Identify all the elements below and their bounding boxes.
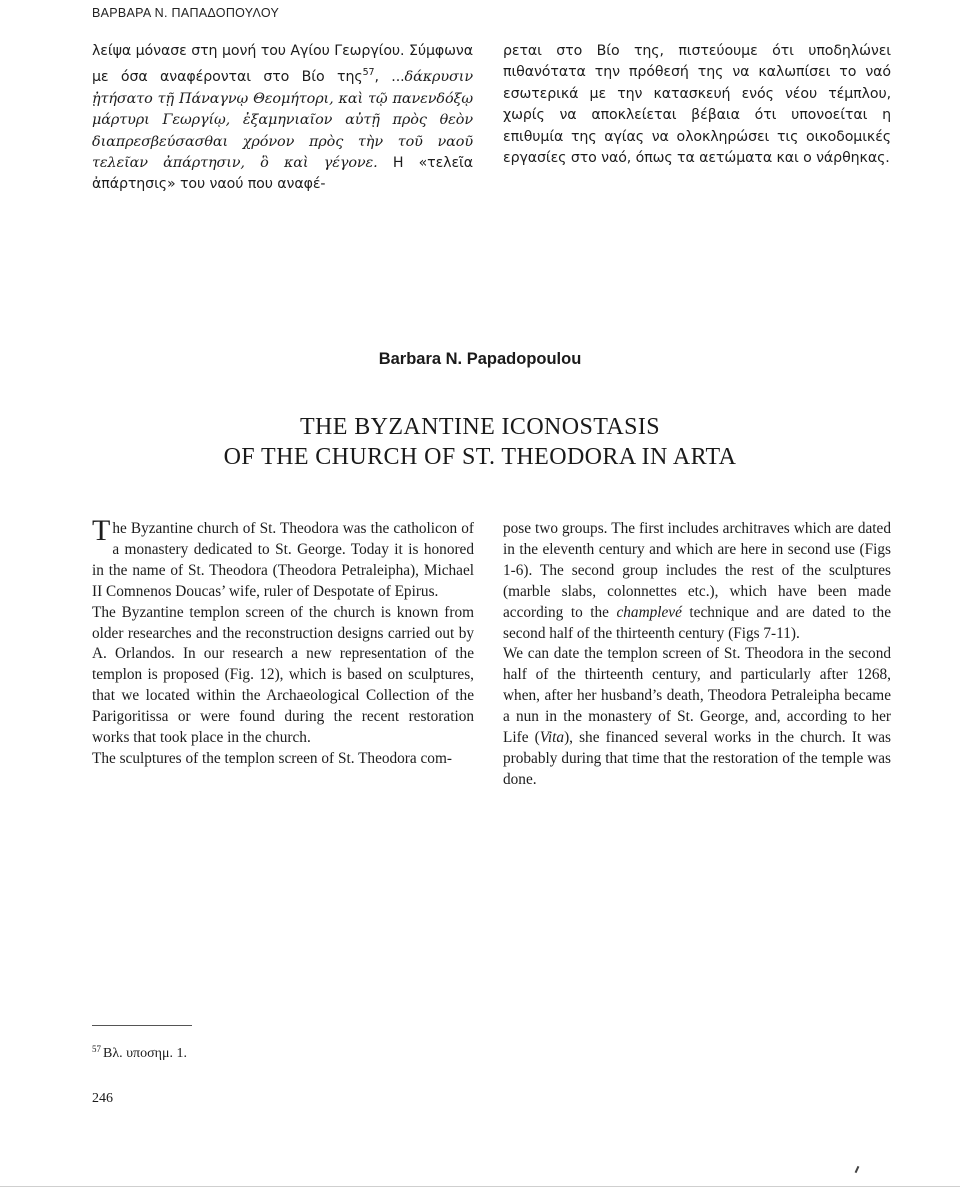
english-summary-left-column: [92, 514, 474, 770]
running-head: ΒΑΡΒΑΡΑ Ν. ΠΑΠΑΔΟΠΟΥΛΟΥ: [92, 6, 280, 20]
english-paragraph-1: The Byzantine church of St. Theodora was the catholicon of a monastery dedicated to St. George. Today it is honored in the name of St. Theodora (Theodora Petraleipha), Michael II Comnenos Doucas’ wife, ruler of Despotate of Epirus.: [92, 514, 474, 600]
greek-text-left-column: [92, 41, 473, 196]
english-paragraph-2: The Byzantine templon screen of the church is known from older researches and the reconstruction designs carried out by A. Orlandos. In our research a new representation of the templon is proposed (Fig. 12), which is based on sculptures, that we located within the Archaeological Collection of the Parigoritissa or were found during the recent restoration works that took place in the church.: [92, 603, 474, 747]
article-title-line-1: THE BYZANTINE ICONOSTASIS: [299, 414, 661, 440]
author-name: Barbara N. Papadopoulou: [378, 350, 582, 368]
footnote: [92, 1044, 187, 1062]
english-paragraph-4: pose two groups. The first includes architraves which are dated in the eleventh century and which are here in second use (Figs 1-6). The second group includes the rest of the sculptures (marble slabs, colonnettes etc.), which have been made according to the champlevé technique and are dated to the second half of the thirteenth century (Figs 7-11).: [503, 520, 891, 642]
english-paragraph-5: We can date the templon screen of St. Theodora in the second half of the thirteenth century, and particularly after 1268, when, after her husband’s death, Theodora Petraleipha became a nun in the monastery of St. George, and, according to her Life (Vita), she financed several works in the church. It was probably during that time that the restoration of the temple was done.: [503, 645, 891, 788]
english-paragraph-3: The sculptures of the templon screen of St. Theodora com-: [92, 749, 452, 767]
footnote-divider: [92, 1025, 192, 1026]
article-title-line-2: OF THE CHURCH OF ST. THEODORA IN ARTA: [223, 444, 737, 470]
english-summary-right-column: [503, 519, 891, 791]
page-number: 246: [92, 1091, 113, 1106]
footnote-text: Βλ. υποσημ. 1.: [103, 1046, 187, 1061]
greek-text-right-column: [503, 41, 891, 169]
drop-cap: T: [92, 514, 111, 547]
footnote-reference[interactable]: 57: [362, 67, 375, 79]
footnote-number: 57: [92, 1044, 101, 1054]
greek-paragraph-right: ρεται στο Βίο της, πιστεύουμε ότι υποδηλώνει πιθανότατα την πρόθεσή της να καλωπίσει το ναό εσωτερικά με την κατασκευή ενός νέου τέμπλου, χωρίς να αποκλείεται βέβαια ότι υπονοείται η επιθυμία της αγίας να ολοκληρώσει τις οικοδομικές εργασίες στο ναό, όπως τα αετώματα και ο νάρθηκας.: [503, 43, 891, 167]
greek-paragraph-left: λείψα μόνασε στη μονή του Αγίου Γεωργίου. Σύμφωνα με όσα αναφέρονται στο Βίο της$^{57}$, ...δάκρυσιν ᾐτήσατο τῇ Πάναγνῳ Θεομήτορι, καὶ τῷ πανενδόξῳ μάρτυρι Γεωργίῳ, ἐξαμηνιαῖον αὐτῇ πρὸς θεὸν διαπρεσβεύσασθαι χρόνον πρὸς τὴν τοῦ ναοῦ τελεῖαν ἀπάρτησιν, ὃ καὶ γέγονε. Η «τελεῖα ἀπάρτησις» του ναού που αναφέ-: [92, 43, 473, 193]
greek-quotation: δάκρυσιν ᾐτήσατο τῇ Πάναγνῳ Θεομήτορι, καὶ τῷ πανενδόξῳ μάρτυρι Γεωργίῳ, ἐξαμηνιαῖον αὐτῇ πρὸς θεὸν διαπρεσβεύσασθαι χρόνον πρὸς τὴν τοῦ ναοῦ τελεῖαν ἀπάρτησιν, ὃ καὶ γέγονε.: [92, 69, 473, 172]
scan-speck: [855, 1166, 860, 1173]
scan-edge-divider: [0, 1186, 960, 1187]
